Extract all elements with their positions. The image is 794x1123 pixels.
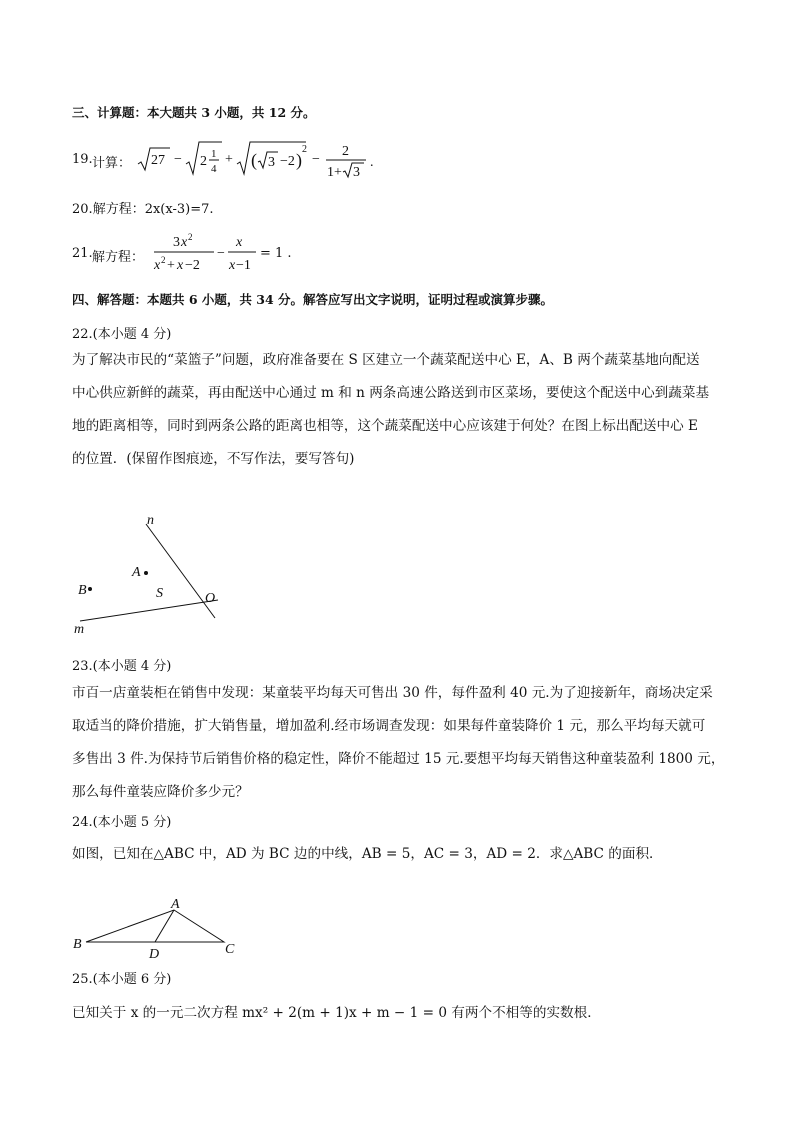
point-a [144,571,148,575]
q22-header: 22.(本小题 4 分) [72,327,172,342]
section-3-title: 三、计算题：本大题共 3 小题，共 12 分。 [72,105,316,120]
svg-text:−2: −2 [185,258,200,273]
q22-line-3: 地的距离相等，同时到两条公路的距离也相等，这个蔬菜配送中心应该建于何处？在图上标出配送中心 E [72,418,698,434]
label-m: m [74,622,85,637]
q19-expression [136,140,416,180]
svg-text:−: − [312,152,320,167]
svg-text:x: x [236,235,243,250]
q24-line: 如图，已知在△ABC 中，AD 为 BC 边的中线，AB = 5，AC = 3，AD = 2．求△ABC 的面积． [72,846,663,862]
svg-text:x: x [181,235,188,250]
svg-text:x: x [229,258,236,273]
svg-text:2: 2 [161,255,166,265]
label-b: B [78,583,87,598]
q22-line-4: 的位置．(保留作图痕迹，不写作法，要写答句) [72,451,355,467]
svg-text:3: 3 [353,165,360,180]
q23-body [72,677,724,809]
q21-rhs: = 1 . [260,246,292,261]
label-b: B [73,937,82,952]
label-n: n [147,513,154,528]
label-c: C [225,942,235,957]
label-a: A [171,897,180,912]
svg-text:+: + [167,258,175,273]
q20-text: 解方程：2x(x-3)=7. [92,202,214,217]
q21-number: 21. [72,246,93,261]
label-a: A [132,565,141,580]
svg-text:2: 2 [302,144,307,155]
q23-line-1: 市百一店童装柜在销售中发现：某童装平均每天可售出 30 件，每件盈利 40 元.为了迎接新年，商场决定采 [72,685,713,701]
label-s: S [156,586,163,601]
svg-text:(: ( [251,150,257,170]
question-20 [72,198,214,217]
q19-number: 19. [72,152,93,167]
svg-text:−: − [217,246,225,261]
svg-text:.: . [370,155,374,170]
q22-line-1: 为了解决市民的“菜篮子”问题，政府准备要在 S 区建立一个蔬菜配送中心 E，A、B 两个蔬菜基地向配送 [72,352,700,368]
q21-prefix: 解方程： [92,250,145,265]
q23-line-4: 那么每件童装应降价多少元？ [72,784,249,800]
svg-text:+: + [225,152,233,167]
triangle-abc [86,910,224,942]
svg-text:3: 3 [268,155,275,170]
q22-figure [68,508,268,638]
q23-line-2: 取适当的降价措施，扩大销售量，增加盈利.经市场调查发现：如果每件童装降价 1 元，那么平均每天就可 [72,718,706,734]
svg-text:x: x [154,258,161,273]
q23-line-3: 多售出 3 件.为保持节后销售价格的稳定性，降价不能超过 15 元.要想平均每天销售这种童装盈利 1800 元， [72,751,725,767]
svg-text:−: − [174,152,182,167]
label-d: D [149,947,160,962]
svg-text:−1: −1 [236,258,251,273]
q25-line: 已知关于 x 的一元二次方程 mx² + 2(m + 1)x + m − 1 = 0 有两个不相等的实数根． [72,1005,601,1021]
q24-figure [66,896,266,966]
svg-text:1: 1 [211,148,217,160]
label-o: O [205,591,216,606]
q25-header: 25.(本小题 6 分) [72,972,172,987]
line-m [80,600,218,621]
q19-prefix: 计算： [92,156,132,171]
svg-text:2: 2 [342,144,349,159]
svg-text:): ) [296,150,302,170]
svg-text:x: x [177,258,184,273]
svg-text:2: 2 [200,154,207,169]
q23-header: 23.(本小题 4 分) [72,659,172,674]
q20-number: 20. [72,202,93,217]
median-ad [155,910,174,942]
svg-text:−2: −2 [280,154,295,169]
svg-text:1+: 1+ [327,165,342,180]
point-b [88,587,92,591]
section-4-title: 四、解答题：本题共 6 小题，共 34 分。解答应写出文字说明，证明过程或演算步骤。 [72,292,554,307]
q24-header: 24.(本小题 5 分) [72,815,172,830]
svg-text:2: 2 [188,232,193,242]
q22-line-2: 中心供应新鲜的蔬菜，再由配送中心通过 m 和 n 两条高速公路送到市区菜场，要使这个配送中心到蔬菜基 [72,385,710,401]
svg-text:3: 3 [173,235,180,250]
svg-text:27: 27 [151,153,165,168]
svg-text:4: 4 [211,163,217,175]
q22-body [72,344,724,476]
